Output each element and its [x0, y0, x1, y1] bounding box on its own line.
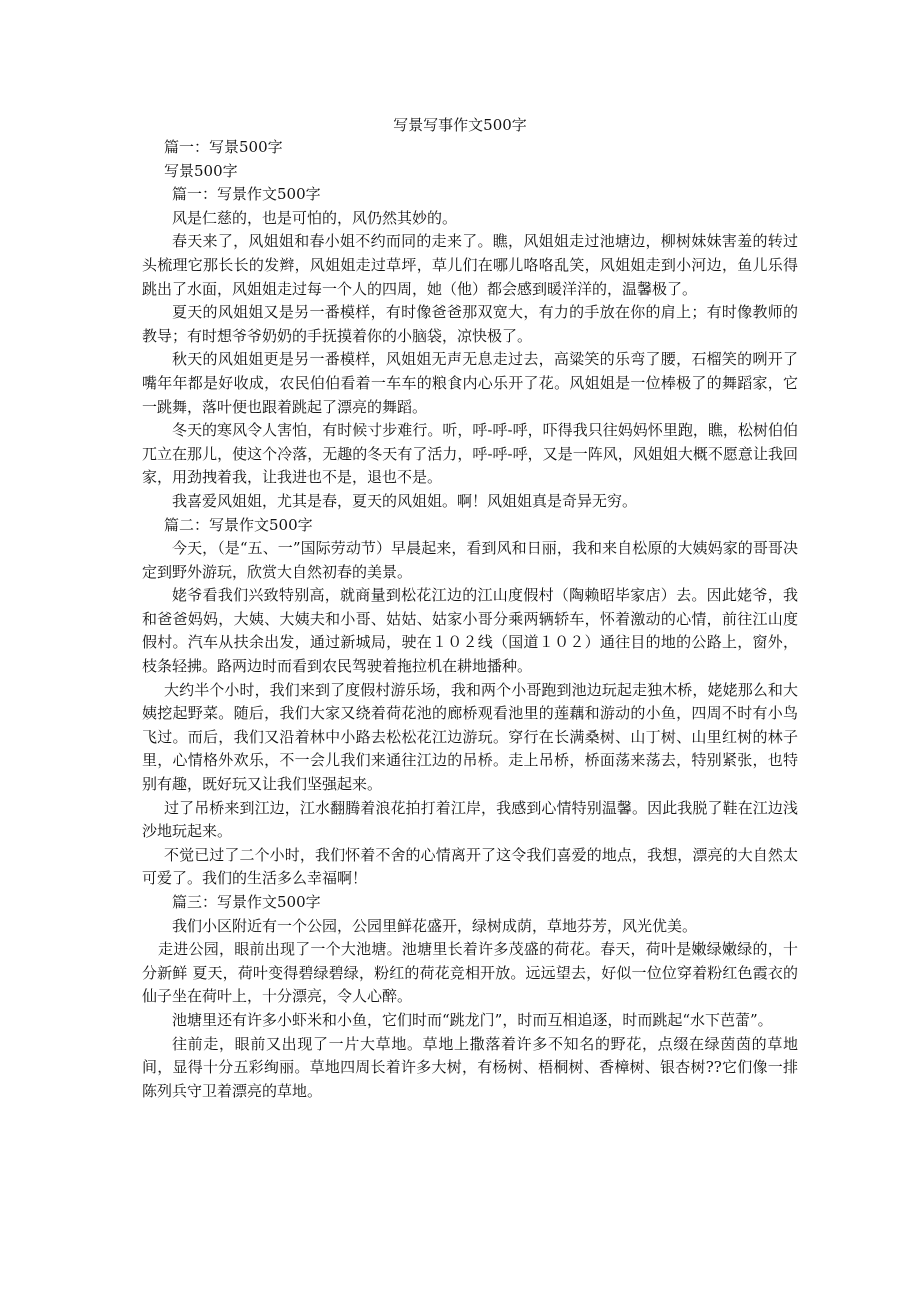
paragraph: 不觉已过了二个小时，我们怀着不舍的心情离开了这令我们喜爱的地点，我想，漂亮的大自然太可爱了。我们的生活多么幸福啊！ [142, 845, 798, 888]
paragraph: 走进公园，眼前出现了一个大池塘。池塘里长着许多茂盛的荷花。春天，荷叶是嫩绿嫩绿的，十分新鲜 夏天，荷叶变得碧绿碧绿，粉红的荷花竞相开放。远远望去，好似一位位穿着粉红色霞衣的仙子坐在荷叶上，十分漂亮，令人心醉。 [142, 940, 798, 1006]
paragraph: 夏天的风姐姐又是另一番模样，有时像爸爸那双宽大，有力的手放在你的肩上；有时像教师的教导；有时想爷爷奶奶的手抚摸着你的小脑袋，凉快极了。 [142, 303, 798, 345]
paragraph: 春天来了，风姐姐和春小姐不约而同的走来了。瞧，风姐姐走过池塘边，柳树妹妹害羞的转过头梳理它那长长的发辫，风姐姐走过草坪，草儿们在哪儿咯咯乱笑，风姐姐走到小河边，鱼儿乐得跳出了水面，风姐姐走过每一个人的四周，她（他）都会感到暖洋洋的，温馨极了。 [142, 232, 798, 298]
document-body [142, 136, 798, 1103]
paragraph: 我喜爱风姐姐，尤其是春，夏天的风姐姐。啊！风姐姐真是奇异无穷。 [172, 491, 638, 510]
paragraph: 我们小区附近有一个公园，公园里鲜花盛开，绿树成荫，草地芬芳，风光优美。 [172, 916, 698, 935]
section-heading: 写景500字 [164, 161, 238, 180]
paragraph: 姥爷看我们兴致特别高，就商量到松花江边的江山度假村（陶赖昭毕家店）去。因此姥爷，我和爸爸妈妈，大姨、大姨夫和小哥、姑姑、姑家小哥分乘两辆轿车，怀着激动的心情，前往江山度假村。汽车从扶余出发，通过新城局，驶在１０２线（国道１０２）通往目的地的公路上，窗外，枝条轻拂。路两边时而看到农民驾驶着拖拉机在耕地播种。 [142, 586, 798, 676]
paragraph: 冬天的寒风令人害怕，有时候寸步难行。听，呼-呼-呼，吓得我只往妈妈怀里跑，瞧，松树伯伯兀立在那儿，使这个冷落，无趣的冬天有了活力，呼-呼-呼，又是一阵风，风姐姐大概不愿意让我回家，用劲拽着我，让我进也不是，退也不是。 [142, 421, 798, 487]
document-title: 写景写事作文500字 [393, 116, 527, 134]
paragraph: 今天，（是“五、一”国际劳动节）早晨起来，看到风和日丽，我和来自松原的大姨妈家的哥哥决定到野外游玩，欣赏大自然初春的美景。 [142, 539, 798, 581]
section-heading: 篇二：写景作文500字 [164, 515, 313, 534]
paragraph: 大约半个小时，我们来到了度假村游乐场，我和两个小哥跑到池边玩起走独木桥，姥姥那么和大姨挖起野菜。随后，我们大家又绕着荷花池的廊桥观看池里的莲藕和游动的小鱼，四周不时有小鸟飞过。而后，我们又沿着林中小路去松松花江边游玩。穿行在长满桑树、山丁树、山里红树的林子里，心情格外欢乐，不一会儿我们来通往江边的吊桥。走上吊桥，桥面荡来荡去，特别紧张，也特别有趣，既好玩又让我们坚强起来。 [142, 680, 798, 794]
section-heading: 篇一：写景作文500字 [172, 185, 321, 204]
section-heading: 篇一：写景500字 [164, 138, 283, 156]
paragraph: 往前走，眼前又出现了一片大草地。草地上撒落着许多不知名的野花，点缀在绿茵茵的草地间，显得十分五彩绚丽。草地四周长着许多大树，有杨树、梧桐树、香樟树、银杏树??它们像一排陈列兵守卫着漂亮的草地。 [142, 1034, 798, 1100]
section-heading: 风是仁慈的，也是可怕的，风仍然其妙的。 [172, 208, 458, 227]
paragraph: 过了吊桥来到江边，江水翻腾着浪花拍打着江岸，我感到心情特别温馨。因此我脱了鞋在江边浅沙地玩起来。 [142, 798, 798, 841]
section-heading: 篇三：写景作文500字 [172, 893, 321, 911]
paragraph: 秋天的风姐姐更是另一番模样，风姐姐无声无息走过去，高粱笑的乐弯了腰，石榴笑的咧开了嘴年年都是好收成，农民伯伯看着一车车的粮食内心乐开了花。风姐姐是一位棒极了的舞蹈家，它一跳舞，落叶便也跟着跳起了漂亮的舞蹈。 [142, 350, 798, 416]
paragraph: 池塘里还有许多小虾米和小鱼，它们时而“跳龙门”，时而互相追逐，时而跳起“水下芭蕾”。 [172, 1010, 773, 1029]
